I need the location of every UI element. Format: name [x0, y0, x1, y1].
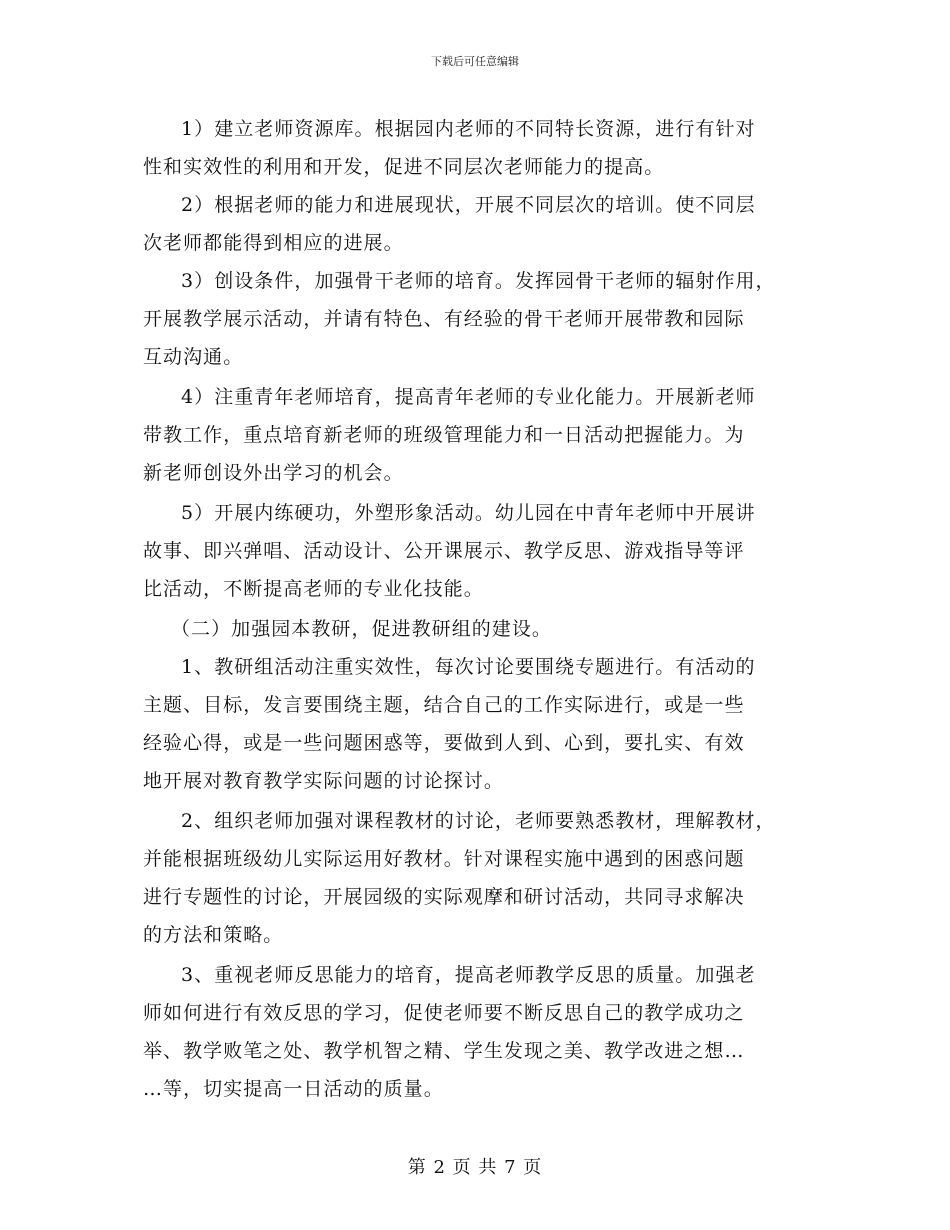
- text-line: 并能根据班级幼儿实际运用好教材。针对课程实施中遇到的困惑问题: [143, 848, 745, 870]
- text-line: 3）创设条件，加强骨干老师的培育。发挥园骨干老师的辐射作用，: [181, 270, 776, 292]
- text-line: 1）建立老师资源库。根据园内老师的不同特长资源，进行有针对: [181, 118, 756, 140]
- text-line: 3、重视老师反思能力的培育，提高老师教学反思的质量。加强老: [181, 964, 756, 986]
- text-line: 经验心得，或是一些问题困惑等，要做到人到、心到，要扎实、有效: [143, 732, 745, 754]
- text-line: 故事、即兴弹唱、活动设计、公开课展示、教学反思、游戏指导等评: [143, 540, 745, 562]
- heading-line: （二）加强园本教研，促进教研组的建设。: [171, 618, 552, 640]
- paragraph-2: [143, 186, 815, 262]
- text-line: 举、教学败笔之处、教学机智之精、学生发现之美、教学改进之想…: [143, 1040, 745, 1062]
- page-header: 下载后可任意编辑: [431, 55, 519, 68]
- section-heading: [143, 610, 815, 648]
- text-line: 1、教研组活动注重实效性，每次讨论要围绕专题进行。有活动的: [181, 656, 756, 678]
- text-line: 2）根据老师的能力和进展现状，开展不同层次的培训。使不同层: [181, 194, 756, 216]
- text-line: …等，切实提高一日活动的质量。: [143, 1078, 444, 1100]
- text-line: 5）开展内练硬功，外塑形象活动。幼儿园在中青年老师中开展讲: [181, 502, 756, 524]
- text-line: 地开展对教育教学实际问题的讨论探讨。: [143, 770, 504, 792]
- paragraph-1: [143, 110, 815, 186]
- text-line: 带教工作，重点培育新老师的班级管理能力和一日活动把握能力。为: [143, 424, 745, 446]
- paragraph-7: [143, 802, 815, 956]
- text-line: 进行专题性的讨论，开展园级的实际观摩和研讨活动，共同寻求解决: [143, 886, 745, 908]
- text-line: 2、组织老师加强对课程教材的讨论，老师要熟悉教材，理解教材，: [181, 810, 776, 832]
- paragraph-8: [143, 956, 815, 1108]
- text-line: 新老师创设外出学习的机会。: [143, 462, 404, 484]
- text-line: 开展教学展示活动，并请有特色、有经验的骨干老师开展带教和园际: [143, 308, 745, 330]
- text-line: 次老师都能得到相应的进展。: [143, 232, 404, 254]
- text-line: 性和实效性的利用和开发，促进不同层次老师能力的提高。: [143, 156, 665, 178]
- page-number-footer: 第 2 页 共 7 页: [407, 1157, 543, 1178]
- paragraph-4: [143, 378, 815, 494]
- document-body: [143, 110, 815, 1108]
- paragraph-3: [143, 262, 815, 378]
- text-line: 4）注重青年老师培育，提高青年老师的专业化能力。开展新老师: [181, 386, 756, 408]
- text-line: 主题、目标，发言要围绕主题，结合自己的工作实际进行，或是一些: [143, 694, 745, 716]
- text-line: 比活动，不断提高老师的专业化技能。: [143, 578, 484, 600]
- text-line: 的方法和策略。: [143, 924, 284, 946]
- paragraph-5: [143, 494, 815, 610]
- text-line: 师如何进行有效反思的学习，促使老师要不断反思自己的教学成功之: [143, 1002, 745, 1024]
- paragraph-6: [143, 648, 815, 802]
- text-line: 互动沟通。: [143, 346, 244, 368]
